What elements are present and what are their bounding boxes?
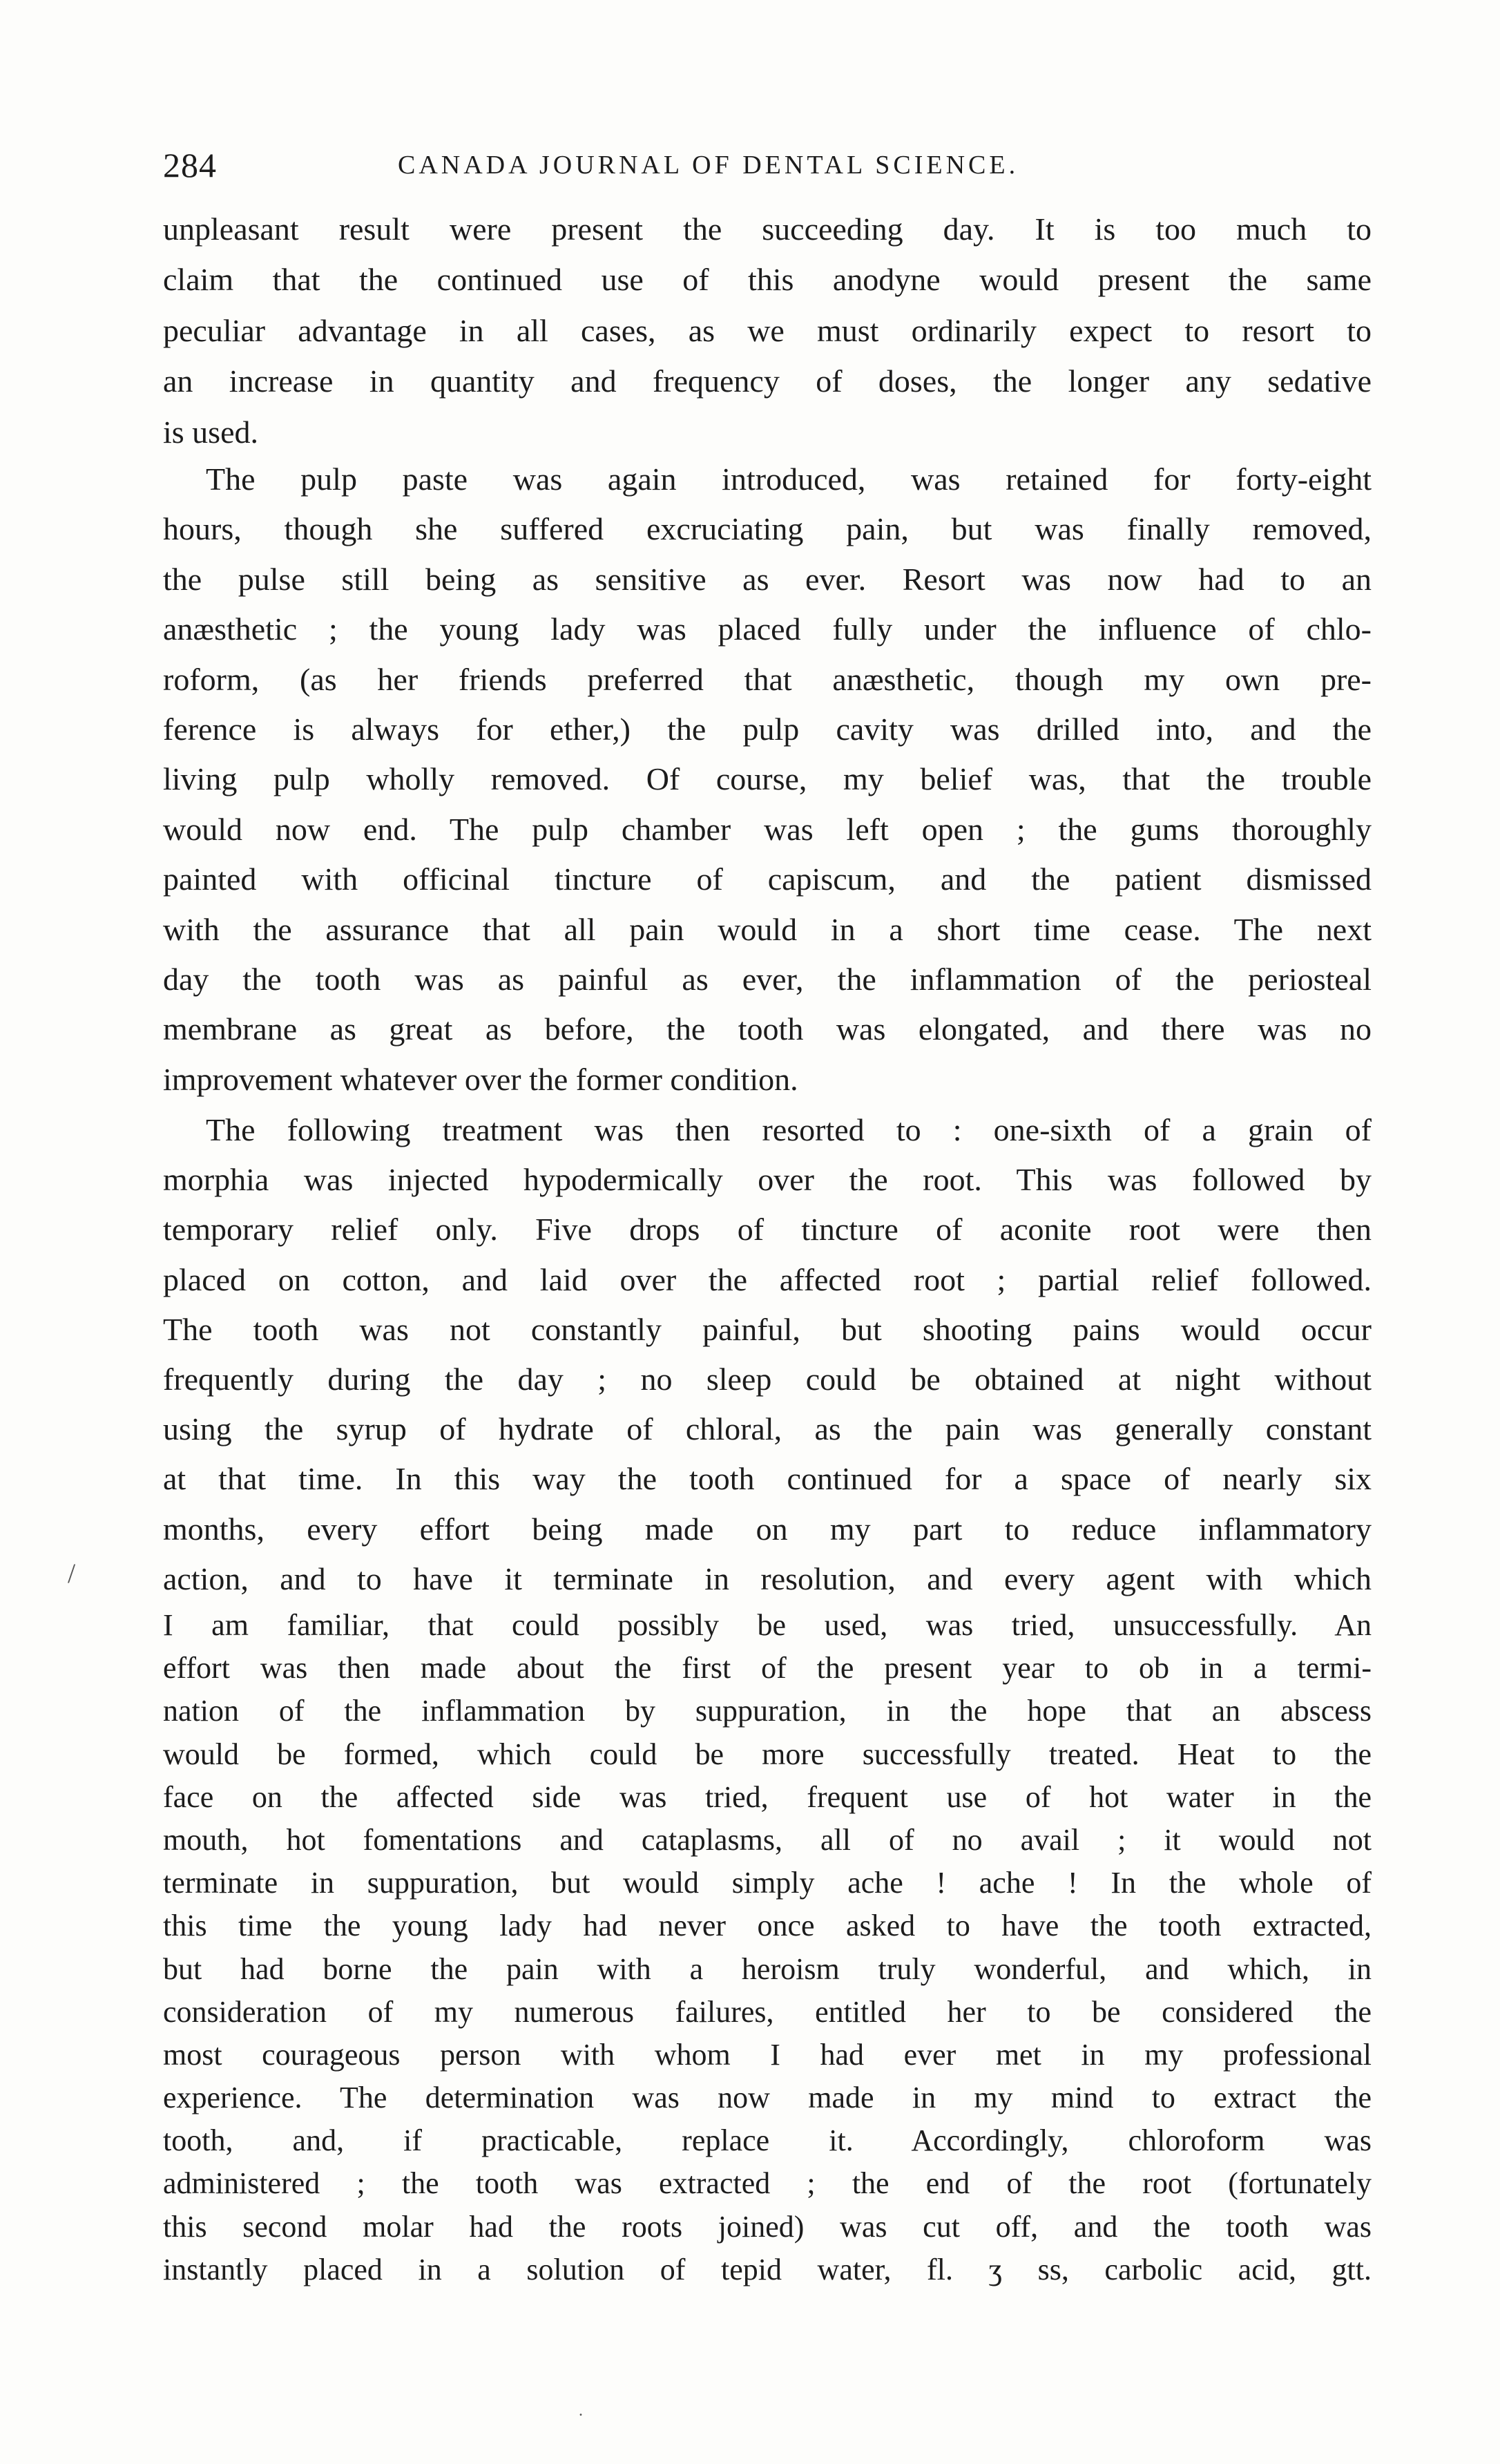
text-line: claim that the continued use of this anodyne would present the same xyxy=(163,262,1372,298)
text-line: would now end. The pulp chamber was left open ; the gums thoroughly xyxy=(163,811,1372,847)
text-line: living pulp wholly removed. Of course, my belief was, that the trouble xyxy=(163,761,1372,797)
text-line: unpleasant result were present the succeeding day. It is too much to xyxy=(163,211,1372,247)
paragraph-2 xyxy=(163,455,1372,1105)
text-line: this second molar had the roots joined) was cut off, and the tooth was xyxy=(163,2209,1372,2244)
paragraph-1 xyxy=(163,204,1372,457)
paragraph-3-continued xyxy=(163,1604,1372,2291)
text-line: ference is always for ether,) the pulp cavity was drilled into, and the xyxy=(163,711,1372,747)
text-line: terminate in suppuration, but would simply ache ! ache ! In the whole of xyxy=(163,1866,1372,1900)
text-line: consideration of my numerous failures, entitled her to be considered the xyxy=(163,1994,1372,2029)
text-line: using the syrup of hydrate of chloral, as the pain was generally constant xyxy=(163,1411,1372,1447)
text-line: at that time. In this way the tooth continued for a space of nearly six xyxy=(163,1461,1372,1497)
margin-mark: / xyxy=(68,1558,76,1589)
text-line: painted with officinal tincture of capiscum, and the patient dismissed xyxy=(163,861,1372,897)
text-line: The following treatment was then resorted to : one-sixth of a grain of xyxy=(206,1112,1372,1147)
text-line: administered ; the tooth was extracted ; the end of the root (fortunately xyxy=(163,2166,1372,2201)
text-line: face on the affected side was tried, frequent use of hot water in the xyxy=(163,1779,1372,1814)
page-number: 284 xyxy=(163,146,217,184)
text-line: placed on cotton, and laid over the affected root ; partial relief followed. xyxy=(163,1261,1372,1297)
running-head xyxy=(163,141,1372,189)
text-line: mouth, hot fomentations and cataplasms, all of no avail ; it would not xyxy=(163,1822,1372,1857)
text-line: day the tooth was as painful as ever, the inflammation of the periosteal xyxy=(163,961,1372,997)
text-line: would be formed, which could be more successfully treated. Heat to the xyxy=(163,1737,1372,1771)
paragraph-3 xyxy=(163,1105,1372,1604)
text-line: The tooth was not constantly painful, but shooting pains would occur xyxy=(163,1311,1372,1347)
text-line: frequently during the day ; no sleep could be obtained at night without xyxy=(163,1361,1372,1397)
text-line: roform, (as her friends preferred that anæsthetic, though my own pre- xyxy=(163,661,1372,697)
text-line: an increase in quantity and frequency of doses, the longer any sedative xyxy=(163,363,1372,399)
text-line: experience. The determination was now made in my mind to extract the xyxy=(163,2081,1372,2115)
text-line: The pulp paste was again introduced, was retained for forty-eight xyxy=(206,461,1372,497)
text-line: morphia was injected hypodermically over the root. This was followed by xyxy=(163,1162,1372,1198)
text-line: months, every effort being made on my part to reduce inflammatory xyxy=(163,1511,1372,1547)
text-line: peculiar advantage in all cases, as we must ordinarily expect to resort to xyxy=(163,312,1372,348)
text-line: with the assurance that all pain would in a short time cease. The next xyxy=(163,911,1372,947)
text-line: instantly placed in a solution of tepid water, fl. ʒ ss, carbolic acid, gtt. xyxy=(163,2252,1372,2286)
text-line: nation of the inflammation by suppuration, in the hope that an abscess xyxy=(163,1694,1372,1728)
text-line: membrane as great as before, the tooth was elongated, and there was no xyxy=(163,1011,1372,1047)
text-line: effort was then made about the first of the present year to ob in a termi- xyxy=(163,1651,1372,1685)
text-line: tooth, and, if practicable, replace it. Accordingly, chloroform was xyxy=(163,2123,1372,2158)
text-line: I am familiar, that could possibly be used, was tried, unsuccessfully. An xyxy=(163,1608,1372,1642)
text-line: this time the young lady had never once asked to have the tooth extracted, xyxy=(163,1909,1372,1943)
text-line: anæsthetic ; the young lady was placed fully under the influence of chlo- xyxy=(163,611,1372,647)
text-line: the pulse still being as sensitive as ever. Resort was now had to an xyxy=(163,561,1372,597)
text-line: improvement whatever over the former condition. xyxy=(163,1061,798,1097)
journal-title: CANADA JOURNAL OF DENTAL SCIENCE. xyxy=(398,151,1019,180)
text-line: is used. xyxy=(163,414,258,450)
text-line: action, and to have it terminate in resolution, and every agent with which xyxy=(163,1560,1372,1596)
text-line: but had borne the pain with a heroism truly wonderful, and which, in xyxy=(163,1951,1372,1986)
text-line: hours, though she suffered excruciating pain, but was finally removed, xyxy=(163,511,1372,547)
text-line: most courageous person with whom I had ever met in my professional xyxy=(163,2037,1372,2072)
text-line: temporary relief only. Five drops of tincture of aconite root were then xyxy=(163,1212,1372,1248)
bottom-mark: . xyxy=(579,2402,583,2420)
